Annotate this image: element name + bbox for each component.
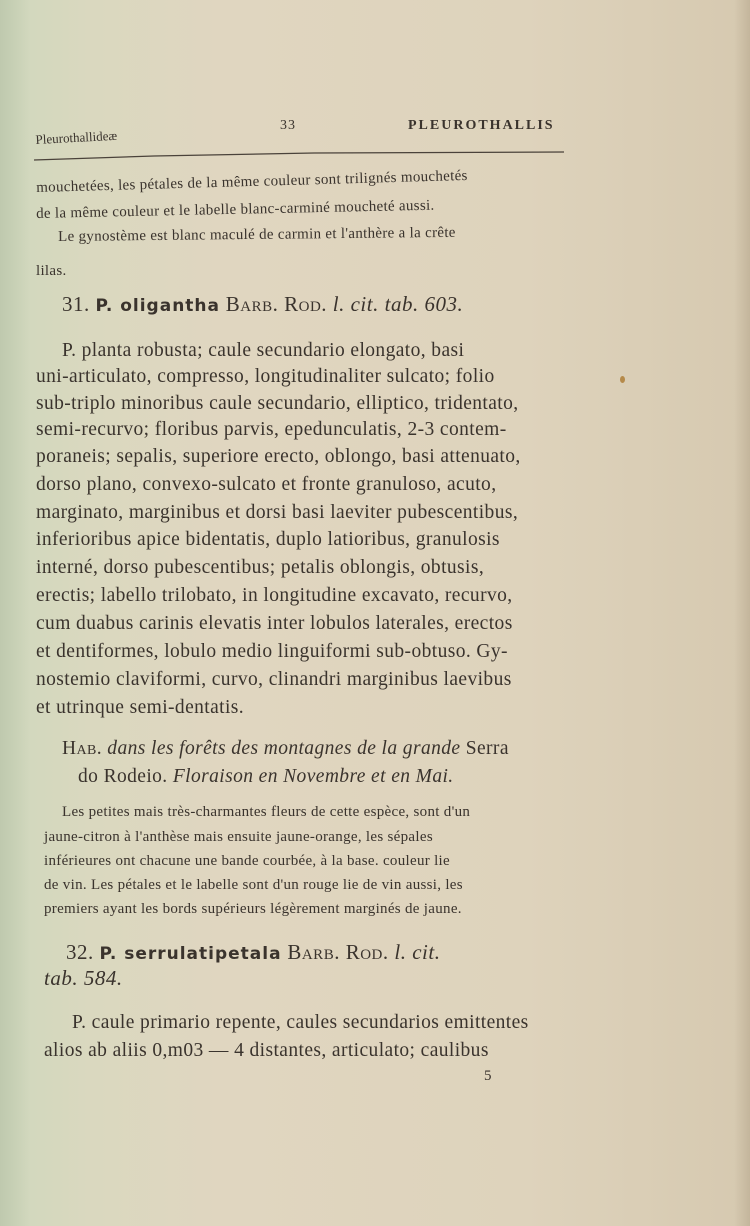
header-rule: [34, 150, 564, 162]
signature-mark: 5: [484, 1068, 492, 1084]
intro-line: Le gynostème est blanc maculé de carmin et l'anthère a la crête: [58, 224, 456, 245]
description-line: cum duabus carinis elevatis inter lobulos laterales, erectos: [36, 613, 513, 634]
habitat-place: do Rodeio.: [78, 766, 168, 787]
running-head-genus: PLEUROTHALLIS: [408, 118, 555, 133]
description-line: erectis; labello trilobato, in longitudine excavato, recurvo,: [36, 585, 513, 606]
intro-line: lilas.: [36, 263, 67, 279]
species-number: 32.: [66, 940, 94, 964]
description-line: alios ab aliis 0,m03 — 4 distantes, articulato; caulibus: [44, 1040, 489, 1061]
page-number: 33: [280, 118, 296, 133]
species-name: P. serrulatipetala: [99, 944, 282, 964]
description-line: uni-articulato, compresso, longitudinaliter sulcato; folio: [36, 366, 495, 387]
species-31-heading: [62, 292, 463, 317]
description-line: poraneis; sepalis, superiore erecto, oblongo, basi attenuato,: [36, 446, 521, 467]
note-line: jaune-citron à l'anthèse mais ensuite jaune-orange, les sépales: [44, 829, 433, 845]
species-citation: l. cit. tab. 603.: [332, 292, 464, 316]
intro-line: mouchetées, les pétales de la même couleur sont trilignés mouchetés: [36, 167, 468, 196]
description-line: et utrinque semi-dentatis.: [36, 697, 245, 718]
note-line: Les petites mais très-charmantes fleurs de cette espèce, sont d'un: [62, 804, 471, 820]
description-line: semi-recurvo; floribus parvis, epedunculatis, 2-3 contem-: [36, 419, 507, 440]
note-line: de vin. Les pétales et le labelle sont d'un rouge lie de vin aussi, les: [44, 877, 463, 893]
species-32-heading: [66, 940, 440, 965]
description-line: et dentiformes, lobulo medio linguiformi sub-obtuso. Gy-: [36, 641, 508, 662]
note-line: inférieures ont chacune une bande courbée, à la base. couleur lie: [44, 853, 450, 869]
intro-line: de la même couleur et le labelle blanc-carminé moucheté aussi.: [36, 197, 435, 222]
description-line: interné, dorso pubescentibus; petalis oblongis, obtusis,: [36, 557, 485, 578]
description-line: P. planta robusta; caule secundario elongato, basi: [62, 340, 465, 361]
species-author: Barb. Rod.: [225, 292, 328, 316]
ink-speck: [620, 376, 625, 383]
species-name: P. oligantha: [95, 296, 220, 316]
note-line: premiers ayant les bords supérieurs légèrement marginés de jaune.: [44, 901, 462, 917]
habitat-place: Serra: [465, 738, 509, 759]
description-line: inferioribus apice bidentatis, duplo latioribus, granulosis: [36, 529, 500, 550]
species-citation: l. cit.: [394, 940, 441, 964]
habitat-line: [78, 766, 454, 788]
habitat-line: [62, 738, 509, 760]
species-number: 31.: [62, 292, 90, 316]
description-line: marginato, marginibus et dorsi basi laeviter pubescentibus,: [36, 502, 519, 523]
species-citation-continued: tab. 584.: [44, 966, 123, 990]
description-line: dorso plano, convexo-sulcato et fronte granuloso, acuto,: [36, 474, 497, 495]
description-line: P. caule primario repente, caules secundarios emittentes: [72, 1012, 529, 1033]
page-gutter-shadow: [0, 0, 30, 1226]
page-edge-shadow: [734, 0, 750, 1226]
description-line: nostemio claviformi, curvo, clinandri marginibus laevibus: [36, 669, 512, 690]
species-author: Barb. Rod.: [287, 940, 389, 964]
running-head-section: Pleurothallideæ: [35, 127, 118, 148]
description-line: sub-triplo minoribus caule secundario, elliptico, tridentato,: [36, 393, 519, 414]
habitat-label: Hab.: [62, 738, 103, 759]
flowering-season: Floraison en Novembre et en Mai.: [172, 766, 454, 787]
habitat-text: dans les forêts des montagnes de la grande: [107, 738, 461, 759]
